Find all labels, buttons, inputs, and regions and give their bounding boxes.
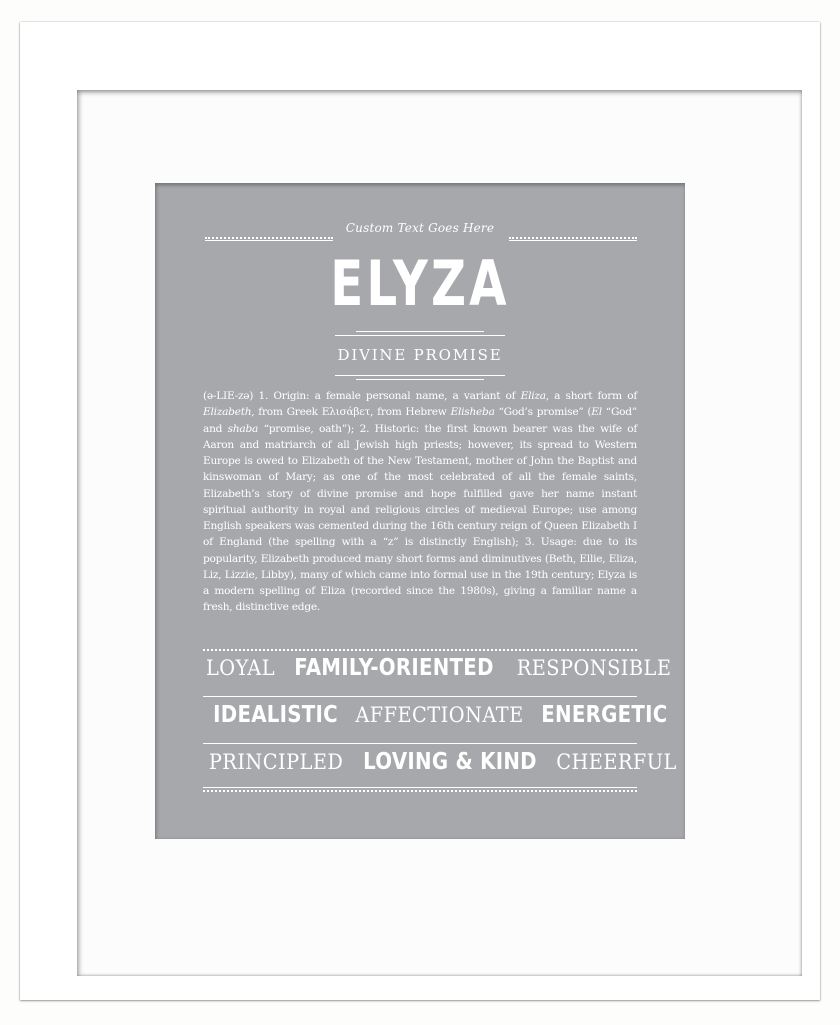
top-right-rule [509,240,637,241]
trait: PRINCIPLED [208,750,344,774]
trait: RESPONSIBLE [516,656,672,680]
name-title: ELYZA [330,247,510,320]
trait: LOYAL [206,656,276,680]
top-left-rule [205,240,333,241]
meaning-rule-top-2 [335,335,505,336]
trait: FAMILY-ORIENTED [294,655,494,681]
trait: LOVING & KIND [363,749,538,775]
traits-row-2 [203,702,668,738]
traits-bottom-rule [203,787,637,788]
traits-divider-1 [203,696,637,697]
meaning-rule-bottom-2 [356,379,484,380]
traits-top-dotted-rule [203,649,637,651]
top-right-dotted-rule [509,237,637,239]
traits-divider-2 [203,743,637,744]
trait: IDEALISTIC [213,702,338,728]
name-print [155,183,685,839]
meaning-rule-bottom-1 [335,375,505,376]
trait: CHEERFUL [556,750,678,774]
custom-text: Custom Text Goes Here [345,221,495,235]
trait: ENERGETIC [541,702,668,728]
top-left-dotted-rule [205,237,333,239]
traits-row-1 [203,655,672,691]
name-definition: (ə-LIE-zə) 1. Origin: a female personal name, a variant of Eliza, a short form of Elizabeth, from Greek Ελισάβετ, from Hebrew Elisheba “God’s promise” (El “God” and shaba “promise, oath”); 2. Historic: the first known bearer was the wife of Aaron and matriarch of all Jewish high priests; however, its spread to Western Europe is owed to Elizabeth of the New Testament, mother of John the Baptist and kinswoman of Mary; as one of the most celebrated of all the female saints, Elizabeth’s story of divine promise and hope fulfilled gave her name instant spiritual authority in royal and religious circles of medieval Europe; use among English speakers was cemented during the 16th century reign of Queen Elizabeth I of England (the spelling with a “z” is distinctly English); 3. Usage: due to its popularity, Elizabeth produced many short forms and diminutives (Beth, Ellie, Eliza, Liz, Lizzie, Libby), many of which came into formal use in the 19th century; Elyza is a modern spelling of Eliza (recorded since the 1980s), giving a familiar name a fresh, distinctive edge. [203,390,637,614]
traits-bottom-dotted-rule [203,790,637,792]
meaning-rule-top-1 [356,331,484,332]
pronunciation: (ə-LIE-zə) [203,390,254,402]
trait: AFFECTIONATE [355,703,524,727]
traits-row-3 [203,749,678,785]
name-meaning: DIVINE PROMISE [337,346,503,364]
